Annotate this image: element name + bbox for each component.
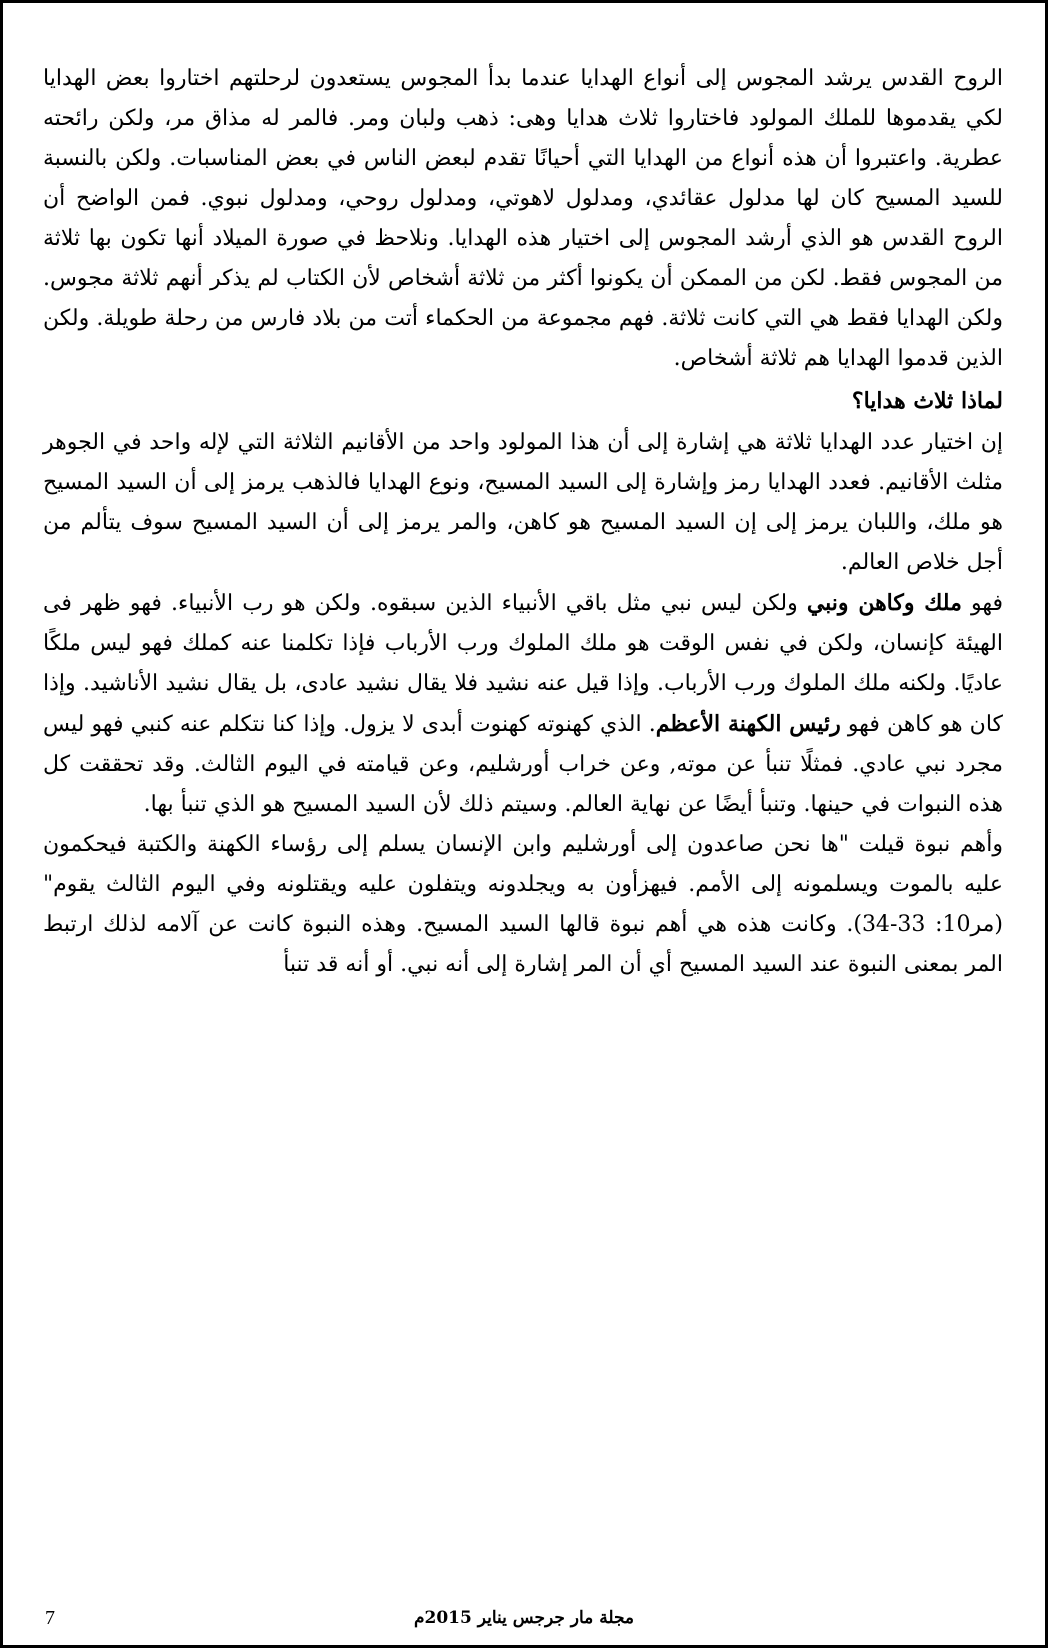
bold-phrase-high-priest: رئيس الكهنة الأعظم	[655, 711, 841, 737]
magazine-title: مجلة مار جرجس يناير 2015م	[413, 1608, 635, 1628]
paragraph-text: . الذي كهنوته كهنوت أبدى لا يزول. وإذا كنا نتكلم عنه كنبي فهو ليس مجرد نبي عادي. فمثلًا تنبأ عن موته, وعن خراب أورشليم، وعن قيامته في اليوم الثالث. وقد تحققت كل هذه النبوات في حينها. وتنبأ أيضًا عن نهاية العالم. وسيتم ذلك لأن السيد المسيح هو الذي تنبأ بها.	[43, 712, 1003, 817]
paragraph-magi-gifts: الروح القدس يرشد المجوس إلى أنواع الهدايا عندما بدأ المجوس يستعدون لرحلتهم اختاروا بعض الهدايا لكي يقدموها للملك المولود فاختاروا ثلاث هدايا وهى: ذهب ولبان ومر. فالمر له مذاق مر، ولكن رائحته عطرية. واعتبروا أن هذه أنواع من الهدايا التي أحيانًا تقدم لبعض الناس في بعض المناسبات. ولكن بالنسبة للسيد المسيح كان لها مدلول عقائدي، ومدلول لاهوتي، ومدلول روحي، ومدلول نبوي. فمن الواضح أن الروح القدس هو الذي أرشد المجوس إلى اختيار هذه الهدايا. ونلاحظ في صورة الميلاد أنها تكون بها ثلاثة من المجوس فقط. لكن من الممكن أن يكونوا أكثر من ثلاثة أشخاص لأن الكتاب لم يذكر أنهم ثلاثة مجوس. ولكن الهدايا فقط هي التي كانت ثلاثة. فهم مجموعة من الحكماء أتت من بلاد فارس من رحلة طويلة. ولكن الذين قدموا الهدايا هم ثلاثة أشخاص.	[43, 66, 1003, 371]
paragraph-king-priest-prophet	[43, 583, 1003, 825]
section-heading: لماذا ثلاث هدايا؟	[851, 388, 1003, 414]
page-number: 7	[45, 1607, 55, 1629]
page-footer	[3, 1603, 1045, 1633]
bold-phrase-king-priest-prophet: ملك وكاهن ونبي	[806, 590, 962, 616]
paragraph-text: فهو	[961, 591, 1003, 616]
article-body	[43, 59, 1003, 985]
paragraph-text: ولكن ليس نبي مثل باقي الأنبياء الذين سبقوه. ولكن هو رب الأنبياء. فهو ظهر فى الهيئة كإنسان، ولكن في نفس الوقت هو ملك الملوك ورب الأرباب فإذا تكلمنا عنه كملك فهو ليس ملكًا عاديًا. ولكنه ملك الملوك ورب الأرباب. وإذا قيل عنه نشيد فلا يقال نشيد عادى، بل يقال نشيد الأناشيد. وإذا كان هو كاهن فهو	[43, 591, 1004, 737]
paragraph-prophecy: وأهم نبوة قيلت "ها نحن صاعدون إلى أورشليم وابن الإنسان يسلم إلى رؤساء الكهنة والكتبة فيحكمون عليه بالموت ويسلمونه إلى الأمم. فيهزأون به ويجلدونه ويتفلون عليه ويقتلونه وفي اليوم الثالث يقوم" (مر10: 33-34). وكانت هذه هي أهم نبوة قالها السيد المسيح. وهذه النبوة كانت عن آلامه لذلك ارتبط المر بمعنى النبوة عند السيد المسيح أي أن المر إشارة إلى أنه نبي. أو أنه قد تنبأ	[43, 832, 1004, 977]
paragraph-three-gifts: إن اختيار عدد الهدايا ثلاثة هي إشارة إلى أن هذا المولود واحد من الأقانيم الثلاثة التي لإله واحد في الجوهر مثلث الأقانيم. فعدد الهدايا رمز وإشارة إلى السيد المسيح، ونوع الهدايا فالذهب يرمز إلى أن السيد المسيح هو ملك، واللبان يرمز إلى إن السيد المسيح هو كاهن، والمر يرمز إلى أن السيد المسيح سوف يتألم من أجل خلاص العالم.	[43, 430, 1003, 575]
